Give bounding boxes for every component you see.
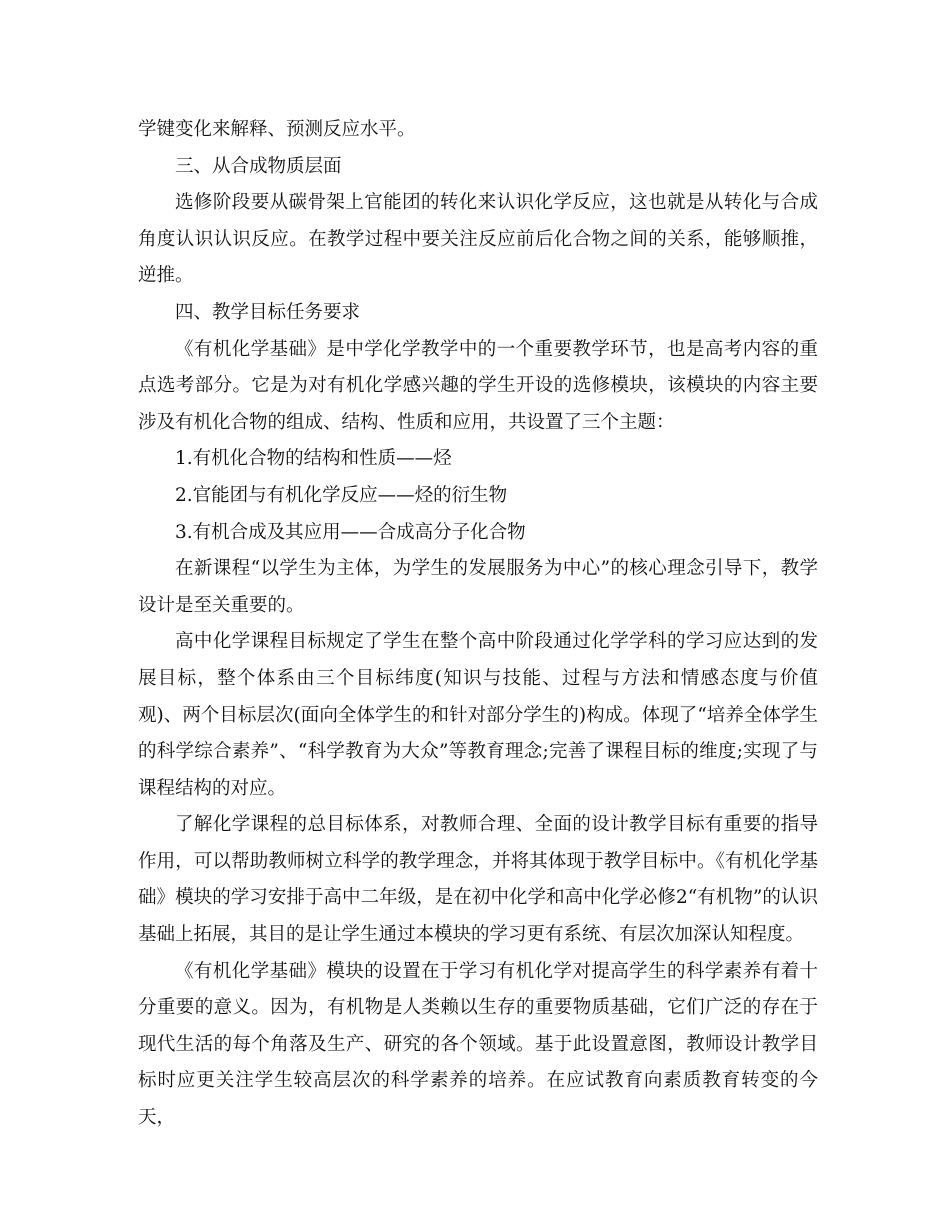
paragraph: 选修阶段要从碳骨架上官能团的转化来认识化学反应，这也就是从转化与合成角度认识认识反应。在教学过程中要关注反应前后化合物之间的关系，能够顺推，逆推。: [138, 192, 818, 287]
list-item: 3.有机合成及其应用——合成高分子化合物: [175, 521, 526, 543]
paragraph: 高中化学课程目标规定了学生在整个高中阶段通过化学学科的学习应达到的发展目标，整个体系由三个目标纬度(知识与技能、过程与方法和情感态度与价值观)、两个目标层次(面向全体学生的和针对部分学生的)构成。体现了“培养全体学生的科学综合素养”、“科学教育为大众”等教育理念;完善了课程目标的维度;实现了与课程结构的对应。: [138, 631, 818, 799]
paragraph: 在新课程“以学生为主体，为学生的发展服务为中心”的核心理念引导下，教学设计是至关重要的。: [138, 558, 818, 616]
paragraph-continuation: 学键变化来解释、预测反应水平。: [138, 119, 416, 140]
list-item: 2.官能团与有机化学反应——烃的衍生物: [175, 484, 508, 506]
paragraph: 了解化学课程的总目标体系，对教师合理、全面的设计教学目标有重要的指导作用，可以帮助教师树立科学的教学理念，并将其体现于教学目标中。《有机化学基础》模块的学习安排于高中二年级，是在初中化学和高中化学必修2“有机物”的认识基础上拓展，其目的是让学生通过本模块的学习更有系统、有层次加深认知程度。: [138, 814, 818, 946]
list-item: 1.有机化合物的结构和性质——烃: [175, 448, 452, 470]
section-heading-3: 三、从合成物质层面: [175, 155, 342, 177]
paragraph: 《有机化学基础》模块的设置在于学习有机化学对提高学生的科学素养有着十分重要的意义。因为，有机物是人类赖以生存的重要物质基础，它们广泛的存在于现代生活的每个角落及生产、研究的各个领域。基于此设置意图，教师设计教学目标时应更关注学生较高层次的科学素养的培养。在应试教育向素质教育转变的今天，: [138, 960, 818, 1129]
section-heading-4: 四、教学目标任务要求: [175, 301, 361, 323]
paragraph: 《有机化学基础》是中学化学教学中的一个重要教学环节，也是高考内容的重点选考部分。它是为对有机化学感兴趣的学生开设的选修模块，该模块的内容主要涉及有机化合物的组成、结构、性质和应用，共设置了三个主题：: [138, 338, 818, 433]
document-body: [138, 112, 818, 1137]
